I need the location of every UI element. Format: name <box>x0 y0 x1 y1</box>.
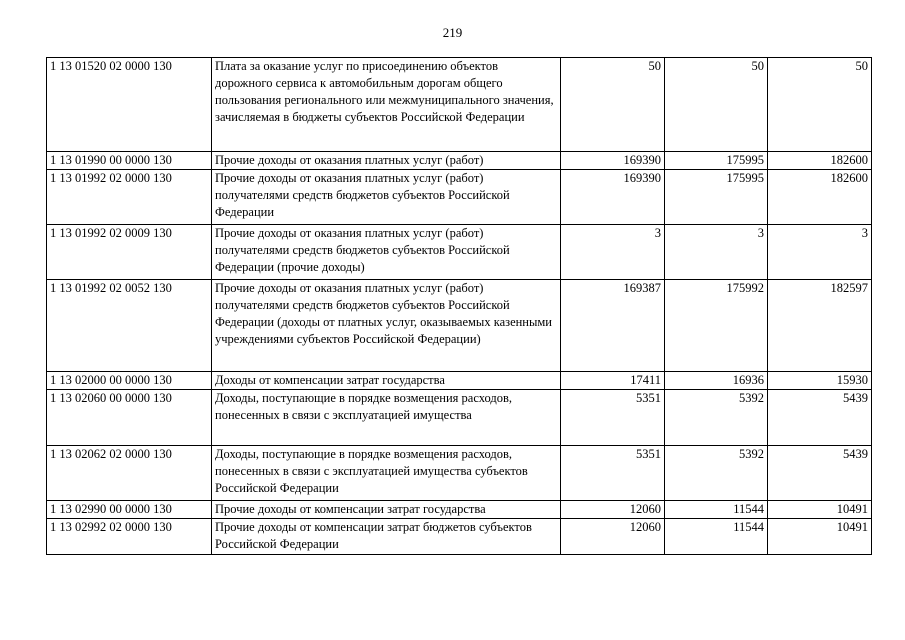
table-row <box>47 519 872 555</box>
revenue-name-cell: Доходы от компенсации затрат государства <box>212 372 561 390</box>
table-row <box>47 280 872 372</box>
revenue-name-cell: Прочие доходы от компенсации затрат государства <box>212 501 561 519</box>
value-year3-cell: 15930 <box>768 372 872 390</box>
value-year3-cell: 182597 <box>768 280 872 372</box>
value-year2-cell: 50 <box>665 58 768 152</box>
value-year3-cell: 182600 <box>768 170 872 225</box>
value-year2-cell: 5392 <box>665 390 768 446</box>
budget-code-cell: 1 13 01992 02 0052 130 <box>47 280 212 372</box>
value-year1-cell: 5351 <box>561 390 665 446</box>
value-year1-cell: 50 <box>561 58 665 152</box>
revenue-name-cell: Плата за оказание услуг по присоединению объектов дорожного сервиса к автомобильным дорогам общего пользования регионального или межмуниципального значения, зачисляемая в бюджеты субъектов Российской Федерации <box>212 58 561 152</box>
value-year3-cell: 182600 <box>768 152 872 170</box>
value-year2-cell: 11544 <box>665 501 768 519</box>
value-year2-cell: 175995 <box>665 152 768 170</box>
table-row <box>47 446 872 501</box>
revenue-name-cell: Прочие доходы от оказания платных услуг (работ) получателями средств бюджетов субъектов Российской Федерации <box>212 170 561 225</box>
revenue-name-cell: Доходы, поступающие в порядке возмещения расходов, понесенных в связи с эксплуатацией имущества субъектов Российской Федерации <box>212 446 561 501</box>
value-year1-cell: 12060 <box>561 519 665 555</box>
table-row <box>47 152 872 170</box>
value-year2-cell: 5392 <box>665 446 768 501</box>
budget-code-cell: 1 13 02000 00 0000 130 <box>47 372 212 390</box>
value-year3-cell: 5439 <box>768 390 872 446</box>
value-year3-cell: 3 <box>768 225 872 280</box>
revenue-name-cell: Прочие доходы от оказания платных услуг (работ) получателями средств бюджетов субъектов Российской Федерации (прочие доходы) <box>212 225 561 280</box>
budget-code-cell: 1 13 01990 00 0000 130 <box>47 152 212 170</box>
table-row <box>47 170 872 225</box>
budget-code-cell: 1 13 01520 02 0000 130 <box>47 58 212 152</box>
budget-code-cell: 1 13 02992 02 0000 130 <box>47 519 212 555</box>
value-year1-cell: 12060 <box>561 501 665 519</box>
table-row <box>47 390 872 446</box>
table-row <box>47 372 872 390</box>
revenue-name-cell: Прочие доходы от оказания платных услуг (работ) <box>212 152 561 170</box>
value-year3-cell: 10491 <box>768 501 872 519</box>
budget-code-cell: 1 13 01992 02 0009 130 <box>47 225 212 280</box>
value-year3-cell: 10491 <box>768 519 872 555</box>
budget-code-cell: 1 13 02990 00 0000 130 <box>47 501 212 519</box>
value-year1-cell: 3 <box>561 225 665 280</box>
revenue-name-cell: Прочие доходы от оказания платных услуг (работ) получателями средств бюджетов субъектов Российской Федерации (доходы от платных услуг, оказываемых казенными учреждениями субъектов Российской Федерации) <box>212 280 561 372</box>
table-row <box>47 58 872 152</box>
value-year2-cell: 16936 <box>665 372 768 390</box>
value-year2-cell: 3 <box>665 225 768 280</box>
revenue-name-cell: Доходы, поступающие в порядке возмещения расходов, понесенных в связи с эксплуатацией имущества <box>212 390 561 446</box>
value-year1-cell: 5351 <box>561 446 665 501</box>
budget-code-cell: 1 13 02060 00 0000 130 <box>47 390 212 446</box>
value-year3-cell: 5439 <box>768 446 872 501</box>
value-year2-cell: 175995 <box>665 170 768 225</box>
value-year1-cell: 169390 <box>561 152 665 170</box>
table-row <box>47 225 872 280</box>
budget-code-cell: 1 13 01992 02 0000 130 <box>47 170 212 225</box>
value-year1-cell: 169387 <box>561 280 665 372</box>
value-year2-cell: 11544 <box>665 519 768 555</box>
value-year3-cell: 50 <box>768 58 872 152</box>
revenue-table-body <box>47 58 872 555</box>
value-year1-cell: 169390 <box>561 170 665 225</box>
page-number: 219 <box>442 25 463 40</box>
value-year2-cell: 175992 <box>665 280 768 372</box>
budget-code-cell: 1 13 02062 02 0000 130 <box>47 446 212 501</box>
revenue-table <box>46 57 872 555</box>
revenue-name-cell: Прочие доходы от компенсации затрат бюджетов субъектов Российской Федерации <box>212 519 561 555</box>
value-year1-cell: 17411 <box>561 372 665 390</box>
table-row <box>47 501 872 519</box>
